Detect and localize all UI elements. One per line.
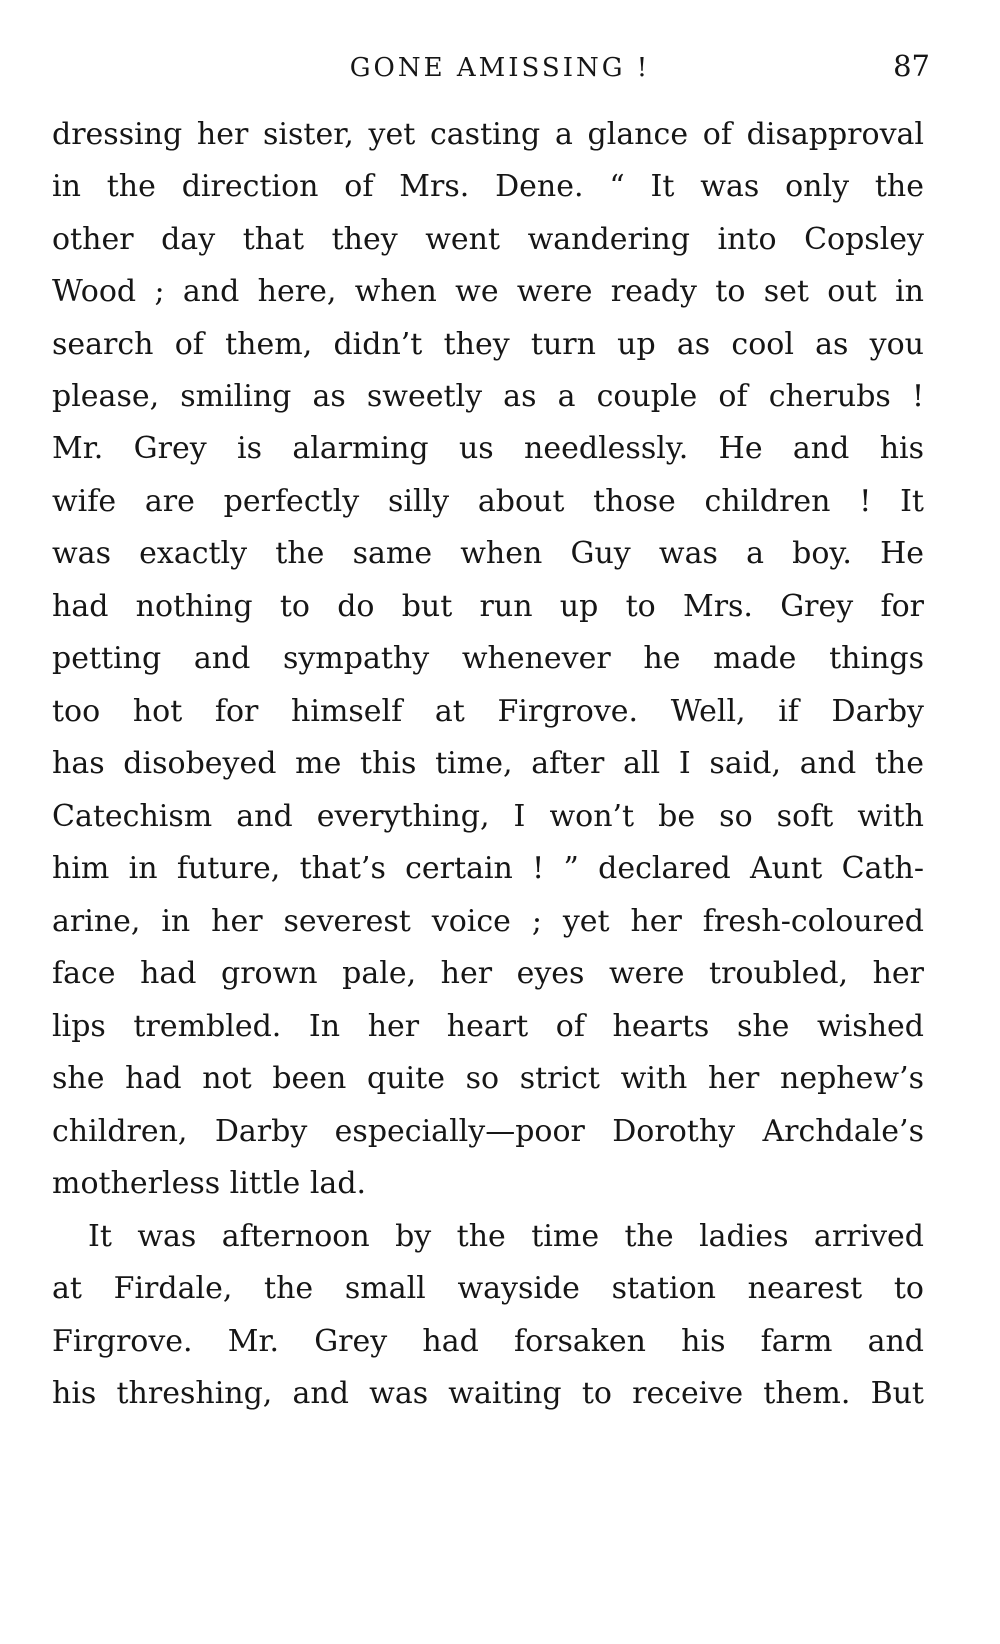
text-line: lips trembled. In her heart of hearts she wished xyxy=(52,1009,924,1044)
text-line: wife are perfectly silly about those children ! It xyxy=(52,484,924,519)
text-line: was exactly the same when Guy was a boy. He xyxy=(52,536,924,571)
text-line: had nothing to do but run up to Mrs. Grey for xyxy=(52,589,924,624)
text-line: please, smiling as sweetly as a couple of cherubs ! xyxy=(52,379,924,414)
text-line: she had not been quite so strict with her nephew’s xyxy=(52,1061,924,1096)
text-line: search of them, didn’t they turn up as cool as you xyxy=(52,327,924,362)
text-line: arine, in her severest voice ; yet her fresh-coloured xyxy=(52,904,924,939)
text-line: face had grown pale, her eyes were troubled, her xyxy=(52,956,924,991)
text-line: at Firdale, the small wayside station nearest to xyxy=(52,1271,924,1306)
text-line: has disobeyed me this time, after all I said, and the xyxy=(52,746,924,781)
text-line: motherless little lad. xyxy=(52,1166,367,1201)
text-line: petting and sympathy whenever he made things xyxy=(52,641,924,676)
text-line: him in future, that’s certain ! ” declared Aunt Cath- xyxy=(52,851,924,886)
text-line: his threshing, and was waiting to receive them. But xyxy=(52,1376,924,1411)
page-number: 87 xyxy=(893,49,930,83)
text-line: Catechism and everything, I won’t be so soft with xyxy=(52,799,924,834)
text-line: children, Darby especially—poor Dorothy Archdale’s xyxy=(52,1114,924,1149)
text-line: Wood ; and here, when we were ready to set out in xyxy=(52,274,924,309)
text-line: dressing her sister, yet casting a glance of disapproval xyxy=(52,117,924,152)
text-line: too hot for himself at Firgrove. Well, if Darby xyxy=(52,694,924,729)
text-line: in the direction of Mrs. Dene. “ It was only the xyxy=(52,169,924,204)
text-line: Mr. Grey is alarming us needlessly. He and his xyxy=(52,431,924,466)
text-line: Firgrove. Mr. Grey had forsaken his farm and xyxy=(52,1324,924,1359)
text-line: It was afternoon by the time the ladies arrived xyxy=(88,1219,924,1254)
text-line: other day that they went wandering into Copsley xyxy=(52,222,924,257)
running-title: GONE AMISSING ! xyxy=(349,53,651,83)
